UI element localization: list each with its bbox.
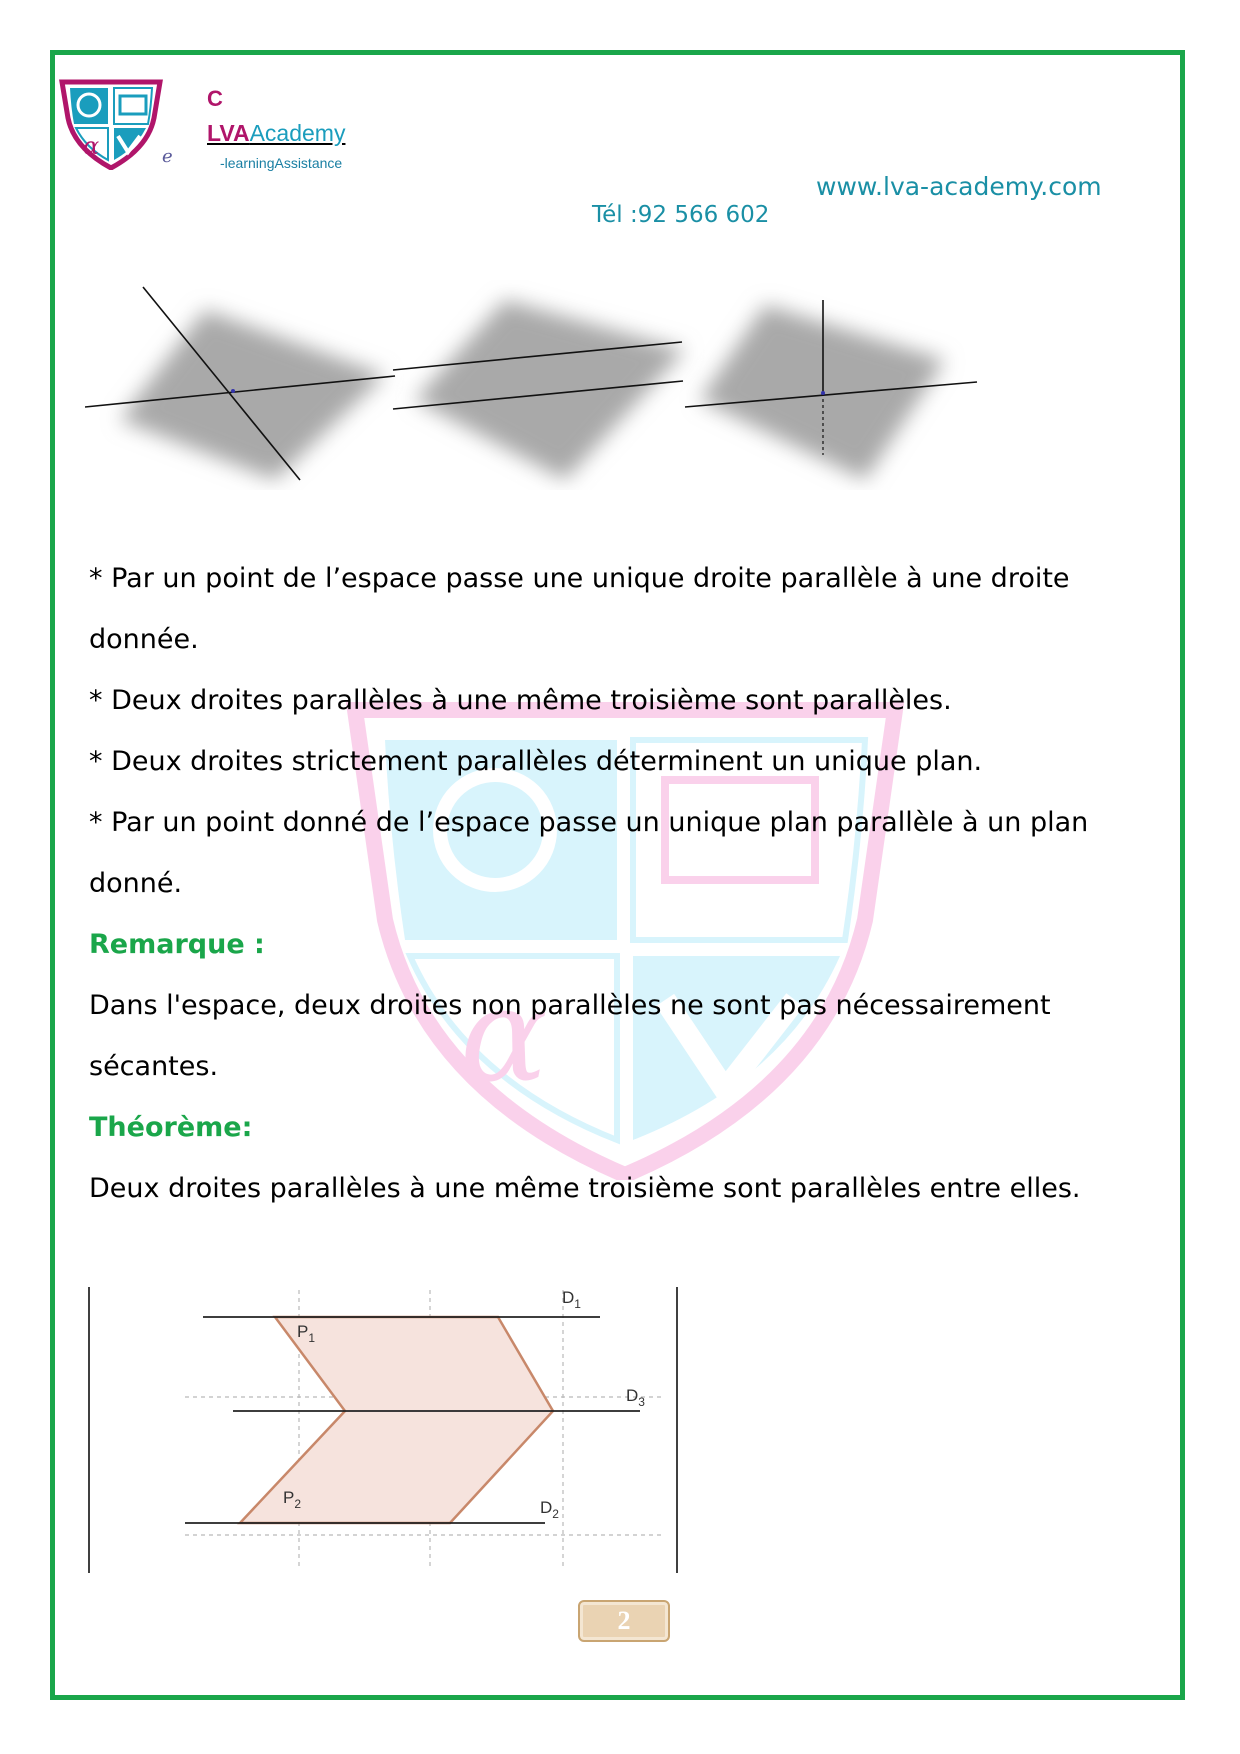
brand-name[interactable] [207, 120, 345, 147]
theorem-heading: Théorème: [89, 1112, 253, 1143]
property-line: * Deux droites parallèles à une même troisième sont parallèles. [89, 685, 952, 716]
label-d2: D [540, 1498, 553, 1517]
page-number-badge: 2 [578, 1600, 670, 1642]
label-p1-sub: 1 [308, 1331, 316, 1345]
label-p1: P [297, 1322, 309, 1341]
label-d1-sub: 1 [574, 1297, 581, 1311]
plane-secant-lines [85, 287, 395, 480]
plane-parallel-lines [393, 300, 685, 480]
property-line: * Par un point de l’espace passe une unique droite parallèle à une droite [89, 563, 1070, 594]
label-d2-sub: 2 [552, 1507, 559, 1521]
svg-text:D2 [540, 1498, 559, 1521]
property-line: * Par un point donné de l’espace passe un unique plan parallèle à un plan [89, 807, 1089, 838]
property-line: donnée. [89, 624, 199, 655]
theorem-figure [85, 1285, 685, 1575]
logo-letter-c: C [207, 86, 223, 111]
remark-line: sécantes. [89, 1051, 219, 1082]
brand-academy: Academy [249, 120, 346, 146]
phone-number: Tél :92 566 602 [592, 202, 770, 228]
brand-lva: LVA [207, 120, 250, 146]
svg-text:D3 [626, 1386, 645, 1409]
label-d3: D [626, 1386, 639, 1405]
website-link[interactable]: www.lva-academy.com [816, 172, 1102, 201]
property-line: donné. [89, 868, 183, 899]
remark-heading: Remarque : [89, 929, 265, 960]
remark-line: Dans l'espace, deux droites non parallèles ne sont pas nécessairement [89, 990, 1051, 1021]
label-p2-sub: 2 [294, 1497, 302, 1511]
planes-figure [85, 280, 985, 490]
plane-perpendicular-line [685, 300, 977, 480]
logo-letter-e: e [162, 146, 173, 167]
svg-text:α: α [460, 959, 548, 1111]
label-d3-sub: 3 [638, 1395, 645, 1409]
svg-text:α: α [83, 132, 100, 160]
svg-text:D1 [562, 1288, 581, 1311]
lesson-content [89, 548, 1139, 1219]
brand-tagline: -learningAssistance [220, 155, 343, 171]
label-p2: P [283, 1488, 295, 1507]
label-d1: D [562, 1288, 575, 1307]
lva-logo-icon [58, 78, 164, 170]
theorem-text: Deux droites parallèles à une même troisième sont parallèles entre elles. [89, 1173, 1081, 1204]
property-line: * Deux droites strictement parallèles déterminent un unique plan. [89, 746, 983, 777]
